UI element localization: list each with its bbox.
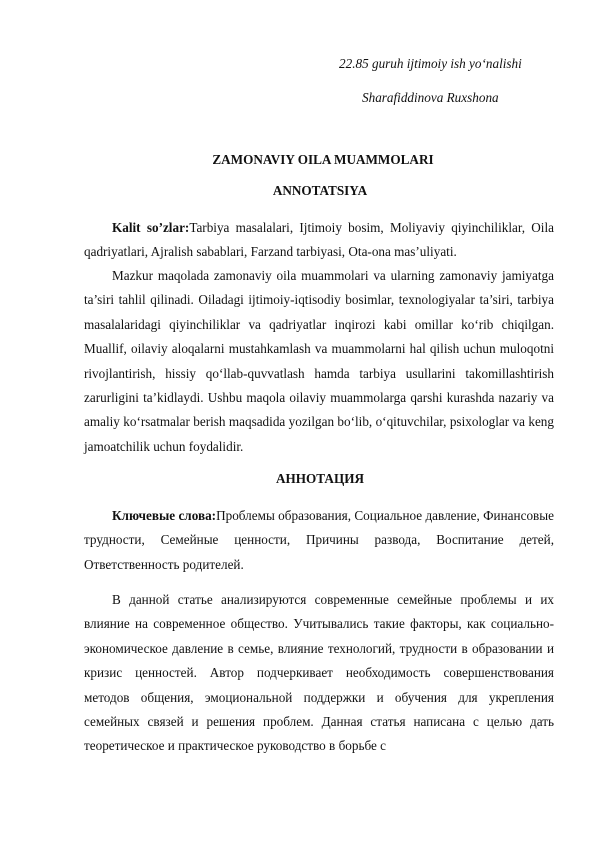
annotation-heading-uz: ANNOTATSIYA — [272, 183, 368, 198]
keywords-label-uz: Kalit so’zlar: — [112, 220, 190, 235]
author-name: Sharafiddinova Ruxshona — [362, 90, 499, 105]
keywords-text-ru: Проблемы образования, Социальное давление, Финансовые трудности, Семейные ценности, Причины развода, Воспитание детей, Ответственность родителей. — [84, 508, 554, 572]
article-title: ZAMONAVIY OILA MUAMMOLARI — [212, 152, 434, 167]
keywords-paragraph-uz — [84, 216, 554, 265]
annotation-heading-ru: АННОТАЦИЯ — [276, 471, 364, 486]
keywords-paragraph-ru — [84, 504, 554, 577]
keywords-label-ru: Ключевые слова: — [112, 508, 217, 523]
student-group: 22.85 guruh ijtimoiy ish yo‘nalishi — [339, 56, 522, 71]
abstract-paragraph-ru: В данной статье анализируются современные семейные проблемы и их влияние на современное общество. Учитывались такие факторы, как социально-экономическое давление в семье, влияние технологий, трудности в образовании и кризис ценностей. Автор подчеркивает необходимость совершенствования методов общения, эмоциональной поддержки и обучения для укрепления семейных связей и решения проблем. Данная статья написана с целью дать теоретическое и практическое руководство в борьбе с — [84, 592, 554, 754]
keywords-text-uz: Tarbiya masalalari, Ijtimoiy bosim, Moliyaviy qiyinchiliklar, Oila qadriyatlari, Ajralish sabablari, Farzand tarbiyasi, Ota-ona mas’uliyati. — [84, 220, 554, 260]
abstract-paragraph-uz: Mazkur maqolada zamonaviy oila muammolari va ularning zamonaviy jamiyatga ta’siri tahlil qilinadi. Oiladagi ijtimoiy-iqtisodiy bosimlar, texnologiyalar ta’siri, tarbiya masalalaridagi qiyinchiliklar va qadriyatlar inqirozi kabi omillar ko‘rib chiqilgan. Muallif, oilaviy aloqalarni mustahkamlash va muammolarni hal qilish uchun muloqotni rivojlantirish, hissiy qo‘llab-quvvatlash hamda tarbiya usullarini takomillashtirish zarurligini ta’kidlaydi. Ushbu maqola oilaviy muammolarga qarshi kurashda nazariy va amaliy ko‘rsatmalar berish maqsadida yozilgan bo‘lib, o‘qituvchilar, psixologlar va keng jamoatchilik uchun foydalidir. — [84, 268, 554, 454]
